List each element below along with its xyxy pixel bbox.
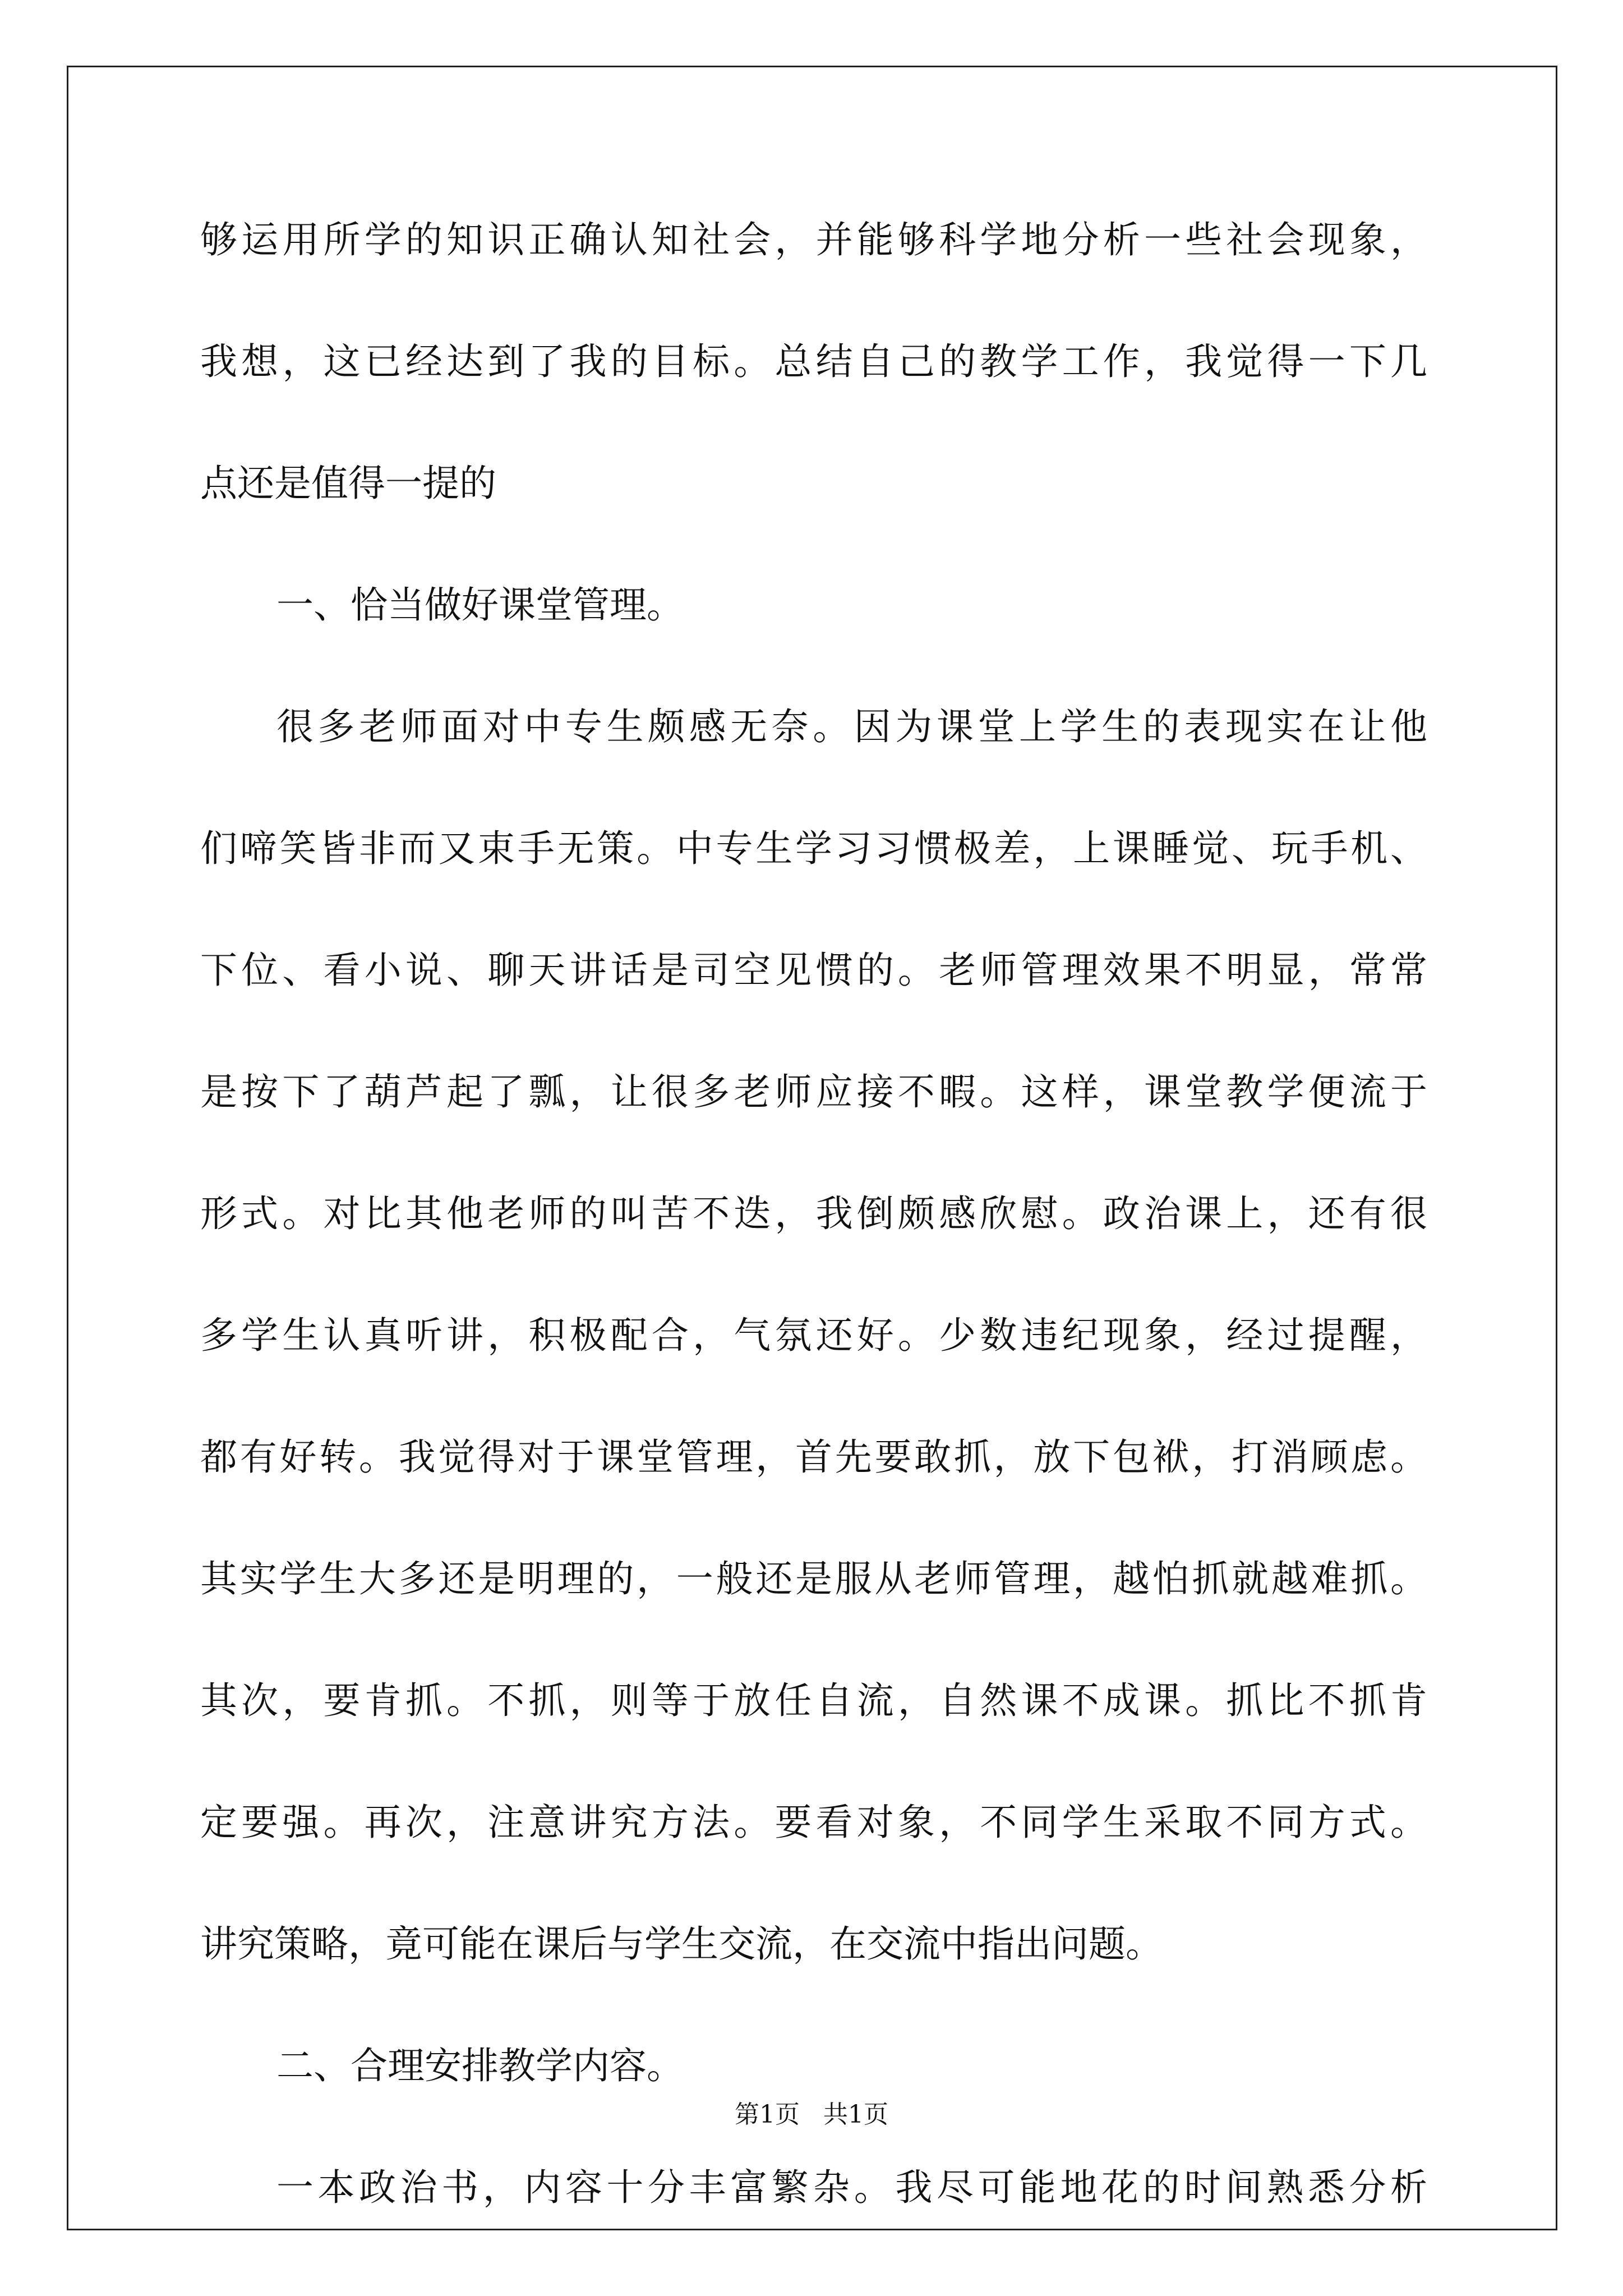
page-footer xyxy=(0,2098,1623,2132)
text-line: 讲究策略，竟可能在课后与学生交流，在交流中指出问题。 xyxy=(200,1922,1163,1966)
text-line: 是按下了葫芦起了瓢，让很多老师应接不暇。这样，课堂教学便流于 xyxy=(200,1070,1427,1114)
document-body xyxy=(200,212,1427,2281)
section-heading: 一、恰当做好课堂管理。 xyxy=(276,583,684,627)
text-line: 其次，要肯抓。不抓，则等于放任自流，自然课不成课。抓比不抓肯 xyxy=(200,1679,1427,1722)
text-line: 定要强。再次，注意讲究方法。要看对象，不同学生采取不同方式。 xyxy=(200,1801,1427,1844)
text-line: 很多老师面对中专生颇感无奈。因为课堂上学生的表现实在让他 xyxy=(276,705,1427,748)
text-line: 一本政治书，内容十分丰富繁杂。我尽可能地花的时间熟悉分析 xyxy=(276,2166,1427,2209)
text-line: 都有好转。我觉得对于课堂管理，首先要敢抓，放下包袱，打消顾虑。 xyxy=(200,1435,1427,1479)
text-line: 点还是值得一提的 xyxy=(200,462,496,505)
text-line: 多学生认真听讲，积极配合，气氛还好。少数违纪现象，经过提醒， xyxy=(200,1314,1427,1357)
section-heading: 二、合理安排教学内容。 xyxy=(276,2044,684,2087)
text-line: 够运用所学的知识正确认知社会，并能够科学地分析一些社会现象， xyxy=(200,218,1427,261)
text-line: 其实学生大多还是明理的，一般还是服从老师管理，越怕抓就越难抓。 xyxy=(200,1557,1427,1600)
page-total: 共1页 xyxy=(823,2100,888,2129)
text-line: 们啼笑皆非而又束手无策。中专生学习习惯极差，上课睡觉、玩手机、 xyxy=(200,827,1427,870)
text-line: 形式。对比其他老师的叫苦不迭，我倒颇感欣慰。政治课上，还有很 xyxy=(200,1192,1427,1235)
page-number: 第1页 xyxy=(735,2100,800,2129)
text-line: 下位、看小说、聊天讲话是司空见惯的。老师管理效果不明显，常常 xyxy=(200,949,1427,992)
text-line: 我想，这已经达到了我的目标。总结自己的教学工作，我觉得一下几 xyxy=(200,340,1427,383)
